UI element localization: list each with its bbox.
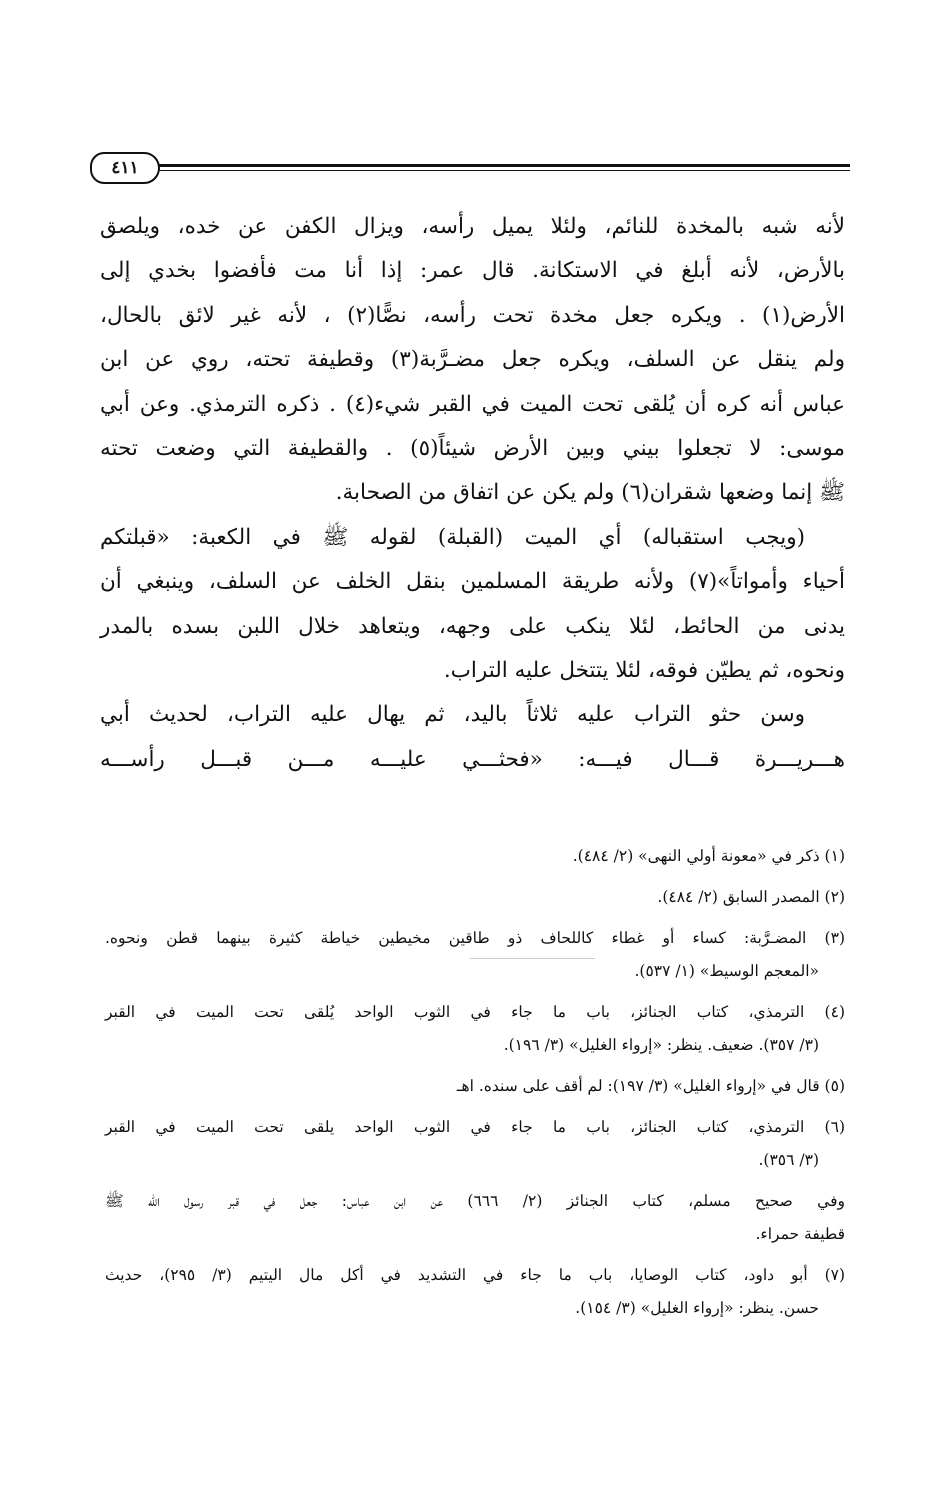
text-line: ونحوه، ثم يطيّن فوقه، لئلا يتتخل عليه التراب. [443, 657, 845, 683]
footnote-3: (٣) المضـرَّبة: كساء أو غطاء كاللحاف ذو طاقين مخيطين خياطة كثيرة بينهما قطن ونحوه. [105, 929, 845, 947]
footnote-4-cont: (٣/ ٣٥٧). ضعيف. ينظر: «إرواء الغليل» (٣/ ١٩٦). [503, 1036, 819, 1054]
text-line: يدنى من الحائط، لئلا ينكب على وجهه، ويتعاهد خلال اللبن بسده بالمدر [100, 613, 845, 639]
footnote-7-cont: حسن. ينظر: «إرواء الغليل» (٣/ ١٥٤). [575, 1299, 819, 1317]
footnote-5: (٥) قال في «إرواء الغليل» (٣/ ١٩٧): لم أقف على سنده. اهـ [456, 1077, 845, 1095]
text-line: الأرض(١) . ويكره جعل مخدة تحت رأسه، نصًّا(٢) ، لأنه غير لائق بالحال، [100, 302, 845, 328]
faint-divider [470, 958, 595, 959]
footnote-2: (٢) المصدر السابق (٢/ ٤٨٤). [657, 888, 845, 906]
text-line: أحياء وأمواتاً»(٧) ولأنه طريقة المسلمين بنقل الخلف عن السلف، وينبغي أن [100, 569, 845, 595]
main-text [100, 205, 845, 782]
text-line: بالأرض، لأنه أبلغ في الاستكانة. قال عمر: إذا أنا مت فأفضوا بخدي إلى [100, 258, 845, 284]
text-line: (ويجب استقباله) أي الميت (القبلة) لقوله ﷺ في الكعبة: «قبلتكم [100, 524, 805, 550]
footnote-6: (٦) الترمذي، كتاب الجنائز، باب ما جاء في الثوب الواحد يلقى تحت الميت في القبر [105, 1118, 846, 1136]
header-rule-thin [150, 170, 850, 171]
footnote-7: (٧) أبو داود، كتاب الوصايا، باب ما جاء في التشديد في أكل مال اليتيم (٣/ ٢٩٥)، حديث [105, 1266, 846, 1284]
footnote-1: (١) ذكر في «معونة أولي النهى» (٢/ ٤٨٤). [572, 847, 845, 865]
text-line: عباس أنه كره أن يُلقى تحت الميت في القبر شيء(٤) . ذكره الترمذي. وعن أبي [100, 391, 846, 417]
text-line: لأنه شبه بالمخدة للنائم، ولئلا يميل رأسه، ويزال الكفن عن خده، ويلصق [100, 214, 845, 239]
text-line: هـــريـــرة قـــال فيـــه: «فحثـــي عليـــه مـــن قبـــل رأســـه [100, 746, 845, 772]
page-header [90, 152, 850, 188]
text-line: ولم ينقل عن السلف، ويكره جعل مضـرَّبة(٣) وقطيفة تحته، روي عن ابن [100, 347, 845, 373]
footnote-6b-cont: قطيفة حمراء. [755, 1225, 845, 1243]
footnote-3-cont: «المعجم الوسيط» (١/ ٥٣٧). [634, 962, 819, 980]
footnotes [105, 840, 845, 1325]
header-rule-thick [150, 164, 850, 167]
footnote-6b: وفي صحيح مسلم، كتاب الجنائز (٢/ ٦٦٦) عن ابن عباس: جعل في قبر رسول الله ﷺ [105, 1192, 845, 1210]
footnote-4: (٤) الترمذي، كتاب الجنائز، باب ما جاء في الثوب الواحد يُلقى تحت الميت في القبر [105, 1003, 846, 1021]
footnote-6-cont: (٣/ ٣٥٦). [758, 1151, 819, 1169]
text-line: وسن حثو التراب عليه ثلاثاً باليد، ثم يهال عليه التراب، لحديث أبي [100, 702, 805, 728]
page-number: ٤١١ [90, 152, 160, 184]
text-line: موسى: لا تجعلوا بيني وبين الأرض شيئاً(٥) . والقطيفة التي وضعت تحته [100, 435, 845, 461]
text-line: ﷺ إنما وضعها شقران(٦) ولم يكن عن اتفاق من الصحابة. [335, 480, 845, 506]
